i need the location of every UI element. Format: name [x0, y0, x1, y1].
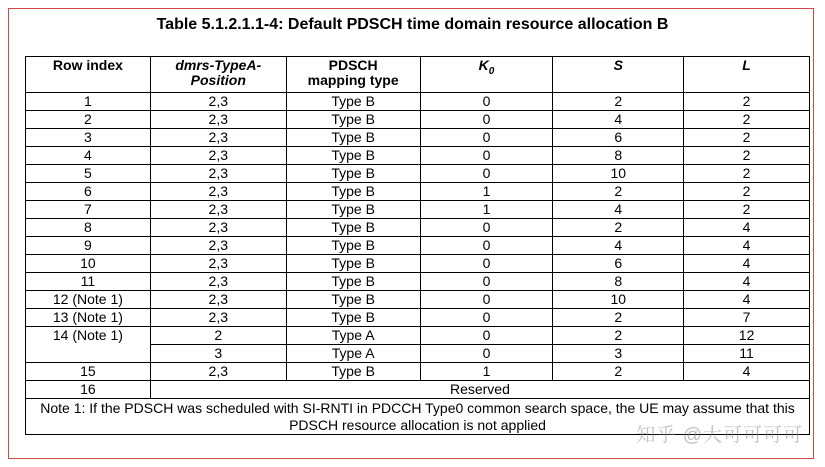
- header-k0: $K_0$: [420, 57, 553, 93]
- header-dmrs-position: dmrs-TypeA- Position: [150, 57, 286, 93]
- header-mapping-type: PDSCH mapping type: [286, 57, 420, 93]
- watermark: 知乎 @大可可可可: [636, 425, 803, 446]
- table-row: 16 Reserved: [26, 381, 810, 399]
- header-l: L: [684, 57, 810, 93]
- table-row: 6 2,3 Type B 1 2 2: [26, 183, 810, 201]
- note-text: Note 1: If the PDSCH was scheduled with SI-RNTI in PDCCH Type0 common search space, the UE may assume that this PDSCH resource allocation is not applied: [26, 399, 810, 435]
- table-row: 4 2,3 Type B 0 8 2: [26, 147, 810, 165]
- table-row: 1 2,3 Type B 0 2 2: [26, 93, 810, 111]
- table-row: 11 2,3 Type B 0 8 4: [26, 273, 810, 291]
- table-row: 5 2,3 Type B 0 10 2: [26, 165, 810, 183]
- table-row: 8 2,3 Type B 0 2 4: [26, 219, 810, 237]
- reserved-cell: Reserved: [150, 381, 809, 399]
- table-row: 14 (Note 1) 2 Type A 0 2 12: [26, 327, 810, 345]
- table-row: 3 Type A 0 3 11: [26, 345, 810, 363]
- pdsch-allocation-table: [25, 56, 810, 435]
- header-s: S: [553, 57, 684, 93]
- table-row: 15 2,3 Type B 1 2 4: [26, 363, 810, 381]
- table-row: 3 2,3 Type B 0 6 2: [26, 129, 810, 147]
- row14-index: 14 (Note 1): [26, 327, 151, 363]
- table-row: 7 2,3 Type B 1 4 2: [26, 201, 810, 219]
- header-row-index: Row index: [26, 57, 151, 93]
- table-row: 9 2,3 Type B 0 4 4: [26, 237, 810, 255]
- table-title: Table 5.1.2.1.1-4: Default PDSCH time domain resource allocation B: [156, 16, 669, 33]
- table-row: 12 (Note 1) 2,3 Type B 0 10 4: [26, 291, 810, 309]
- header-row: [26, 57, 810, 93]
- table-row: 10 2,3 Type B 0 6 4: [26, 255, 810, 273]
- table-row: 2 2,3 Type B 0 4 2: [26, 111, 810, 129]
- table-row: 13 (Note 1) 2,3 Type B 0 2 7: [26, 309, 810, 327]
